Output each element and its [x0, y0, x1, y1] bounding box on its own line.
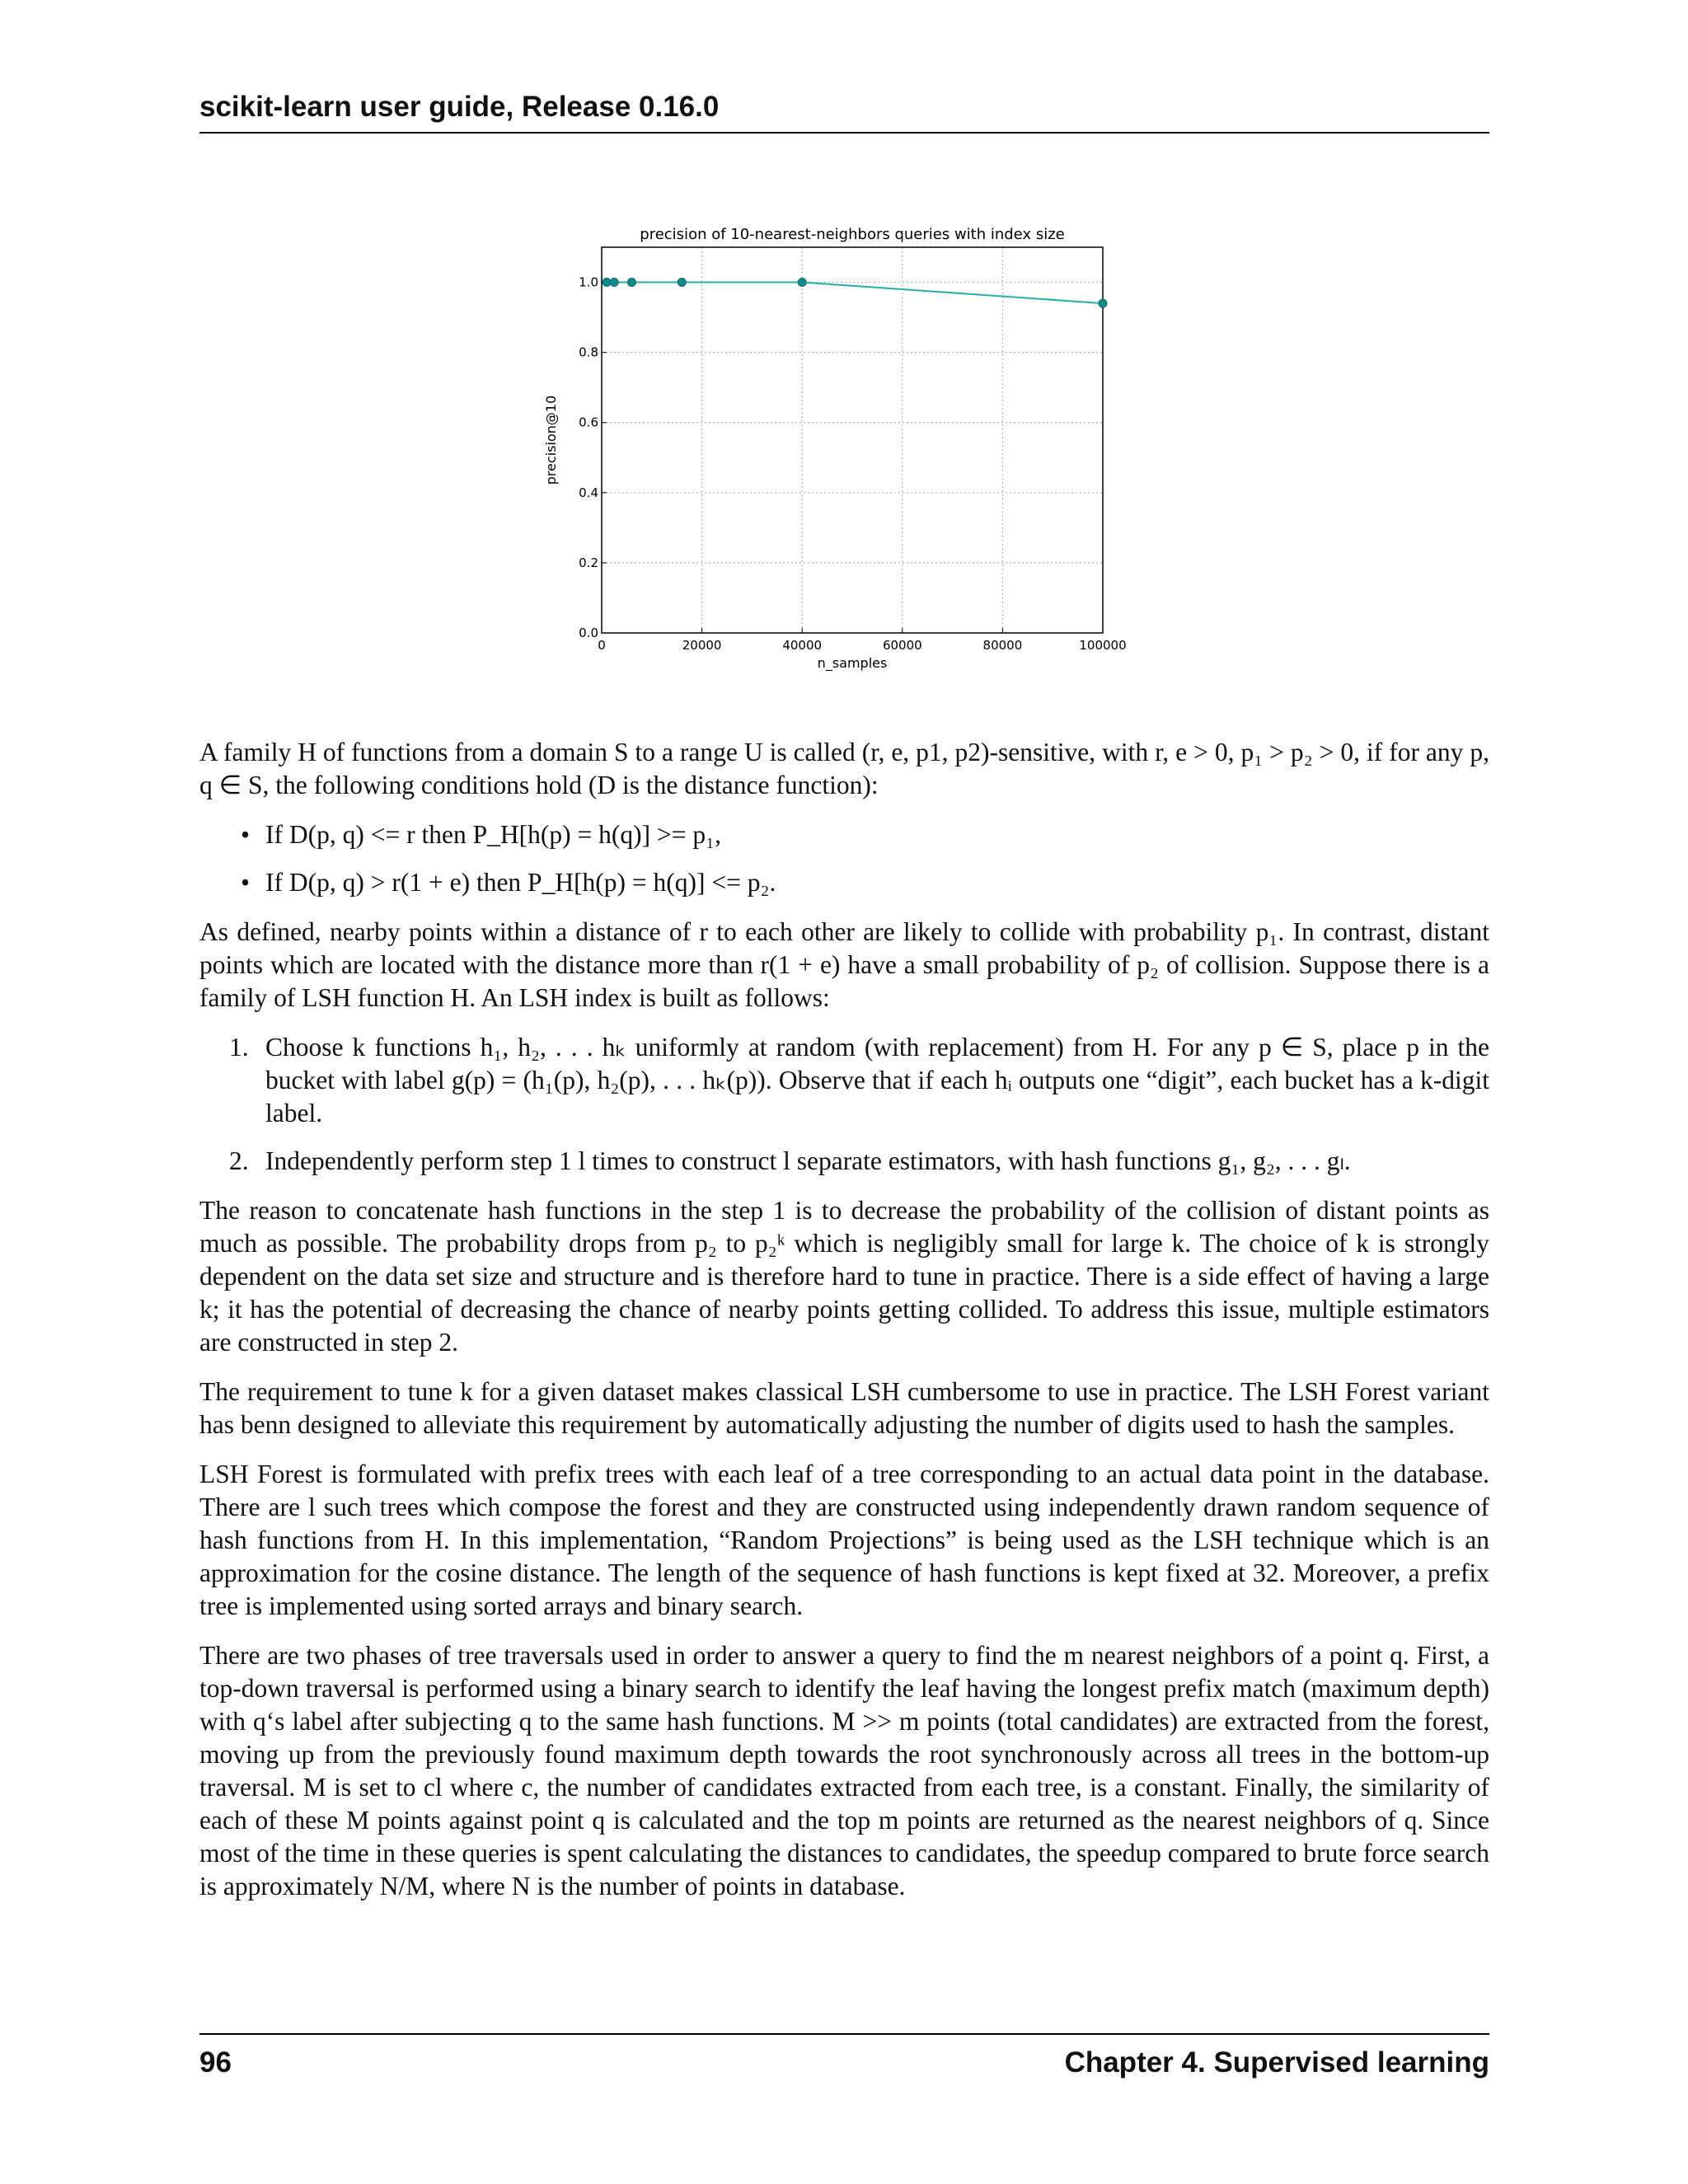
- paragraph-lsh-definition: A family H of functions from a domain S to a range U is called (r, e, p1, p2)-sensitive, with r, e > 0, p₁ > p₂ > 0, if for any p, q ∈ S, the following conditions hold (D is the distance function):: [199, 738, 1489, 799]
- step-item-1: [229, 1031, 1489, 1130]
- y-tick-label: 0.8: [579, 344, 598, 360]
- y-tick-label: 1.0: [579, 274, 598, 290]
- chart-title: precision of 10-nearest-neighbors queries with index size: [640, 226, 1065, 243]
- body-text: [199, 736, 1489, 1919]
- x-tick-label: 100000: [1079, 638, 1127, 653]
- paragraph-lsh-index: As defined, nearby points within a distance of r to each other are likely to collide with probability p₁. In contrast, distant points which are located with the distance more than r(1 + e) have a small probability of p₂ of collision. Suppose there is a family of LSH function H. An LSH index is built as follows:: [199, 917, 1489, 1012]
- data-point: [1099, 299, 1107, 307]
- page-footer: [199, 2033, 1489, 2079]
- condition-item-1: • If D(p, q) <= r then P_H[h(p) = h(q)] >= p₁,: [265, 818, 1489, 851]
- x-tick-label: 60000: [882, 638, 922, 653]
- paragraph-requirement: The requirement to tune k for a given dataset makes classical LSH cumbersome to use in practice. The LSH Forest variant has benn designed to alleviate this requirement by automatically adjusting the number of digits used to hash the samples.: [199, 1377, 1489, 1439]
- paragraph-lsh-forest: LSH Forest is formulated with prefix trees with each leaf of a tree corresponding to an actual data point in the database. There are l such trees which compose the forest and they are constructed using independently drawn random sequence of hash functions from H. In this implementation, “Random Projections” is being used as the LSH technique which is an approximation for the cosine distance. The length of the sequence of hash functions is kept fixed at 32. Moreover, a prefix tree is implemented using sorted arrays and binary search.: [199, 1460, 1489, 1620]
- chapter-title: Chapter 4. Supervised learning: [1064, 2046, 1489, 2079]
- page-number: 96: [199, 2046, 232, 2079]
- page-header: [199, 91, 1489, 134]
- chart-svg: [536, 214, 1154, 684]
- paragraph-traversal: There are two phases of tree traversals used in order to answer a query to find the m nearest neighbors of a point q. First, a top-down traversal is performed using a binary search to identify the leaf having the longest prefix match (maximum depth) with q‘s label after subjecting q to the same hash functions. M >> m points (total candidates) are extracted from the forest, moving up from the previously found maximum depth towards the root synchronously across all trees in the bottom-up traversal. M is set to cl where c, the number of candidates extracted from each tree, is a constant. Finally, the similarity of each of these M points against point q is calculated and the top m points are returned as the nearest neighbors of q. Since most of the time in these queries is spent calculating the distances to candidates, the speedup compared to brute force search is approximately N/M, where N is the number of points in database.: [199, 1641, 1489, 1900]
- data-point: [627, 279, 635, 287]
- data-point: [603, 279, 611, 287]
- x-tick-label: 20000: [682, 638, 722, 653]
- step-item-2: [229, 1145, 1489, 1178]
- condition-item-2: • If D(p, q) > r(1 + e) then P_H[h(p) = h(q)] <= p₂.: [265, 866, 1489, 899]
- precision-chart: [536, 214, 1154, 684]
- step-number: 1.: [229, 1033, 249, 1062]
- x-axis-label: n_samples: [817, 655, 888, 671]
- data-point: [610, 279, 618, 287]
- y-tick-label: 0.0: [579, 626, 598, 640]
- data-point: [798, 279, 806, 287]
- x-tick-label: 80000: [982, 638, 1023, 653]
- conditions-list: [199, 818, 1489, 899]
- y-axis-label: precision@10: [543, 395, 559, 485]
- y-tick-label: 0.2: [579, 555, 598, 570]
- data-point: [678, 279, 686, 287]
- running-title: scikit-learn user guide, Release 0.16.0: [199, 91, 720, 123]
- plot-frame: [602, 247, 1103, 633]
- y-tick-label: 0.4: [579, 485, 598, 500]
- x-tick-label: 0: [598, 638, 606, 653]
- step-number: 2.: [229, 1146, 249, 1175]
- paragraph-concatenation: The reason to concatenate hash functions in the step 1 is to decrease the probability of the collision of distant points as much as possible. The probability drops from p₂ to p₂ᵏ which is negligibly small for large k. The choice of k is strongly dependent on the data set size and structure and is therefore hard to tune in practice. There is a side effect of having a large k; it has the potential of decreasing the chance of nearby points getting collided. To address this issue, multiple estimators are constructed in step 2.: [199, 1196, 1489, 1357]
- steps-list: [199, 1031, 1489, 1178]
- step-text: Choose k functions h₁, h₂, . . . hₖ uniformly at random (with replacement) from H. For any p ∈ S, place p in the bucket with label g(p) = (h₁(p), h₂(p), . . . hₖ(p)). Observe that if each hᵢ outputs one “digit”, each bucket has a k-digit label.: [265, 1033, 1489, 1127]
- y-tick-label: 0.6: [579, 415, 598, 430]
- x-tick-label: 40000: [782, 638, 823, 653]
- step-text: Independently perform step 1 l times to construct l separate estimators, with hash functions g₁, g₂, . . . gₗ.: [265, 1146, 1351, 1175]
